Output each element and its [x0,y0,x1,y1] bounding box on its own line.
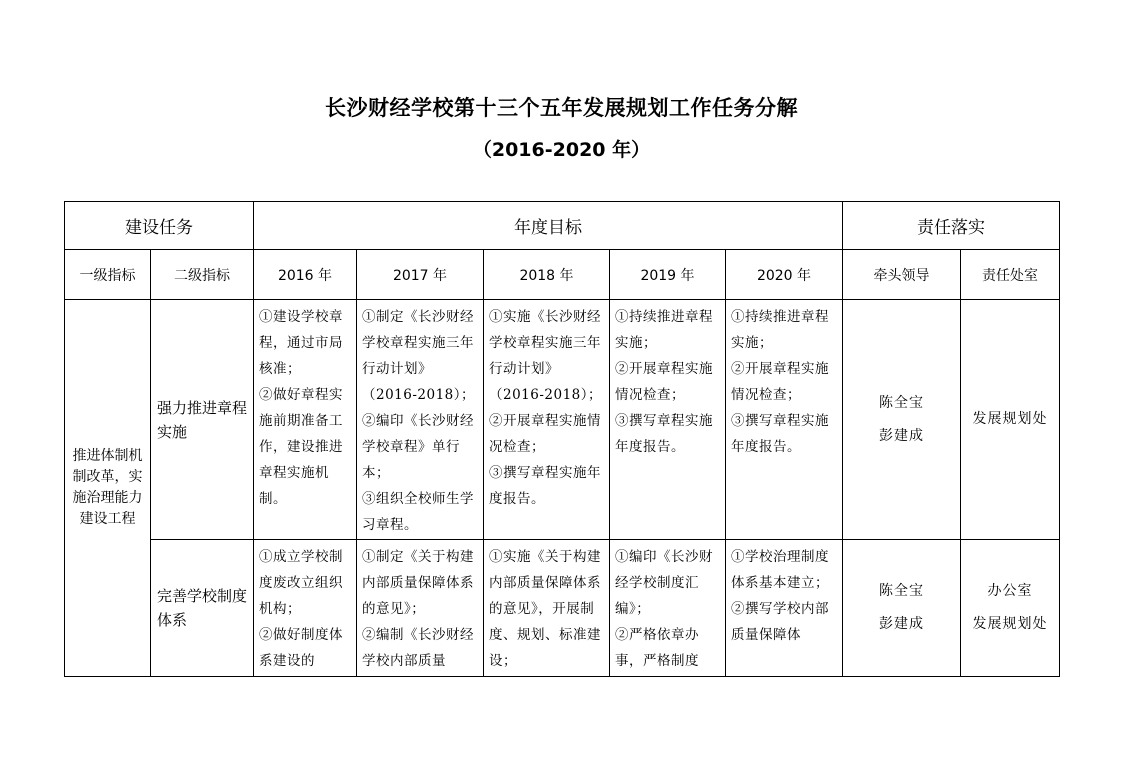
table-row [65,300,1060,540]
col-header-level2: 二级指标 [151,250,254,300]
office-name: 发展规划处 [972,616,1048,632]
goal-item: ③撰写章程实施年度报告。 [615,413,713,455]
goal-2019 [610,540,726,677]
header-responsibility: 责任落实 [843,202,1060,250]
col-header-2020: 2020 年 [726,250,843,300]
goal-item: ③撰写章程实施年度报告。 [731,413,829,455]
goal-2016 [254,300,357,540]
goal-item: ②编制《长沙财经学校内部质量 [362,627,474,669]
goal-item: ②开展章程实施情况检查； [489,413,601,455]
responsible-office [961,540,1060,677]
goal-item: ②做好章程实施前期准备工作，建设推进章程实施机制。 [259,387,343,507]
goal-item: ①学校治理制度体系基本建立； [731,549,829,591]
goal-item: ②严格依章办事，严格制度 [615,627,699,669]
goal-item: ②开展章程实施情况检查； [615,361,713,403]
col-header-office: 责任处室 [961,250,1060,300]
col-header-level1: 一级指标 [65,250,151,300]
goal-item: ②开展章程实施情况检查； [731,361,829,403]
col-header-lead: 牵头领导 [843,250,961,300]
responsible-office [961,300,1060,540]
goal-item: ②编印《长沙财经学校章程》单行本； [362,413,474,481]
task-table [64,201,1060,677]
goal-item: ①制定《长沙财经学校章程实施三年行动计划》（2016-2018）； [362,309,476,403]
leader-name: 陈全宝 [879,583,924,599]
lead-leaders [843,540,961,677]
goal-item: ①编印《长沙财经学校制度汇编》； [615,549,713,617]
goal-2016 [254,540,357,677]
document-title: 长沙财经学校第十三个五年发展规划工作任务分解 [325,95,798,120]
goal-2018 [484,540,610,677]
goal-2020 [726,540,843,677]
level2-indicator: 完善学校制度体系 [151,540,254,677]
goal-item: ①实施《关于构建内部质量保障体系的意见》，开展制度、规划、标准建设； [489,549,601,669]
goal-2019 [610,300,726,540]
goal-item: ①建设学校章程，通过市局核准； [259,309,343,377]
goal-item: ②做好制度体系建设的 [259,627,343,669]
goal-2017 [357,300,484,540]
goal-item: ②撰写学校内部质量保障体 [731,601,829,643]
goal-2020 [726,300,843,540]
lead-leaders [843,300,961,540]
goal-item: ①持续推进章程实施； [615,309,713,351]
header-annual-goals: 年度目标 [254,202,843,250]
col-header-2016: 2016 年 [254,250,357,300]
goal-item: ①实施《长沙财经学校章程实施三年行动计划》（2016-2018）； [489,309,603,403]
goal-item: ①成立学校制度废改立组织机构； [259,549,343,617]
table-row [65,540,1060,677]
level2-indicator: 强力推进章程实施 [151,300,254,540]
col-header-2017: 2017 年 [357,250,484,300]
goal-item: ①制定《关于构建内部质量保障体系的意见》； [362,549,474,617]
leader-name: 彭建成 [879,427,924,444]
goal-item: ③撰写章程实施年度报告。 [489,465,601,507]
goal-item: ③组织全校师生学习章程。 [362,491,474,533]
goal-2017 [357,540,484,677]
level1-indicator: 推进体制机制改革，实施治理能力建设工程 [65,300,151,677]
header-construction-tasks: 建设任务 [65,202,254,250]
leader-name: 陈全宝 [879,394,924,411]
col-header-2018: 2018 年 [484,250,610,300]
document-subtitle: （2016-2020 年） [472,139,651,161]
office-name: 办公室 [987,583,1033,599]
goal-item: ①持续推进章程实施； [731,309,829,351]
col-header-2019: 2019 年 [610,250,726,300]
goal-2018 [484,300,610,540]
leader-name: 彭建成 [879,616,924,632]
office-name: 发展规划处 [972,411,1048,427]
